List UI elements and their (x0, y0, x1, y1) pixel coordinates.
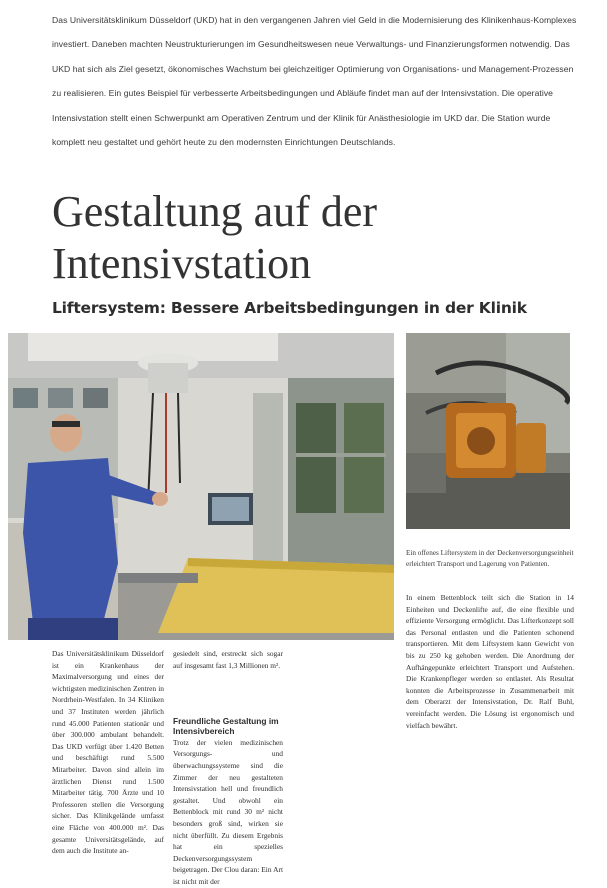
headline-line-2: Intensivstation (52, 239, 312, 288)
photo-caption: Ein offenes Liftersystem in der Deckenversorgungseinheit erleichtert Transport und Lagerung von Patienten. (406, 549, 574, 569)
article-column-3-text: In einem Bettenblock teilt sich die Station in 14 Einheiten und Deckenlifte auf, die eine flexible und effiziente Versorgung ermöglicht. Das Lifterkonzept soll das Personal entlasten und die Patienten schonend transportieren. Mit dem Liftsystem kann Gewicht von bis zu 250 kg gehoben werden. Die Anordnung der Aufhängepunkte erleichtert Transport und Aufstehen. Die Krankenpfleger werden so entlastet. Als Resultat konnten die Arbeitsprozesse in Zusammenarbeit mit dem Oberarzt der Intensivstation, Dr. Ralf Buhl, vereinfacht werden. Die Lösung ist ergonomisch und vielfach bewährt. (406, 593, 574, 730)
article-column-2-section (173, 716, 283, 888)
main-photo-illustration (8, 333, 394, 640)
article-column-2-text: gesiedelt sind, erstreckt sich sogar auf insgesamt fast 1,3 Millionen m². (173, 649, 283, 670)
article-column-2 (173, 648, 283, 671)
subheadline: Liftersystem: Bessere Arbeitsbedingungen in der Klinik (52, 299, 527, 317)
side-photo-illustration (406, 333, 570, 529)
section-text: Trotz der vielen medizinischen Versorgungs- und überwachungssysteme sind die Zimmer der neu gestalteten Intensivstation hell und freundlich gestaltet. Und obwohl ein Bettenblock mit rund 30 m² nicht besonders groß sind, wirken sie nicht überfüllt. Zu diesem Ergebnis hat ein spezielles Deckenversorgungssystem beigetragen. Der Clou daran: Ein Art ist nicht mit der (173, 737, 283, 886)
section-heading: Freundliche Gestaltung im Intensivbereich (173, 716, 279, 737)
article-column-1-text: Das Universitätsklinikum Düsseldorf ist ein Krankenhaus der Maximalversorgung und eines der wichtigsten medizinischen Zentren in Nordrhein-Westfalen. In 34 Kliniken und 37 Instituten werden jährlich rund 45.000 Patienten stationär und über 300.000 ambulant behandelt. Das UKD verfügt über 1.420 Betten und beschäftigt rund 5.500 Mitarbeiter. Davon sind allein im ärztlichen Dienst rund 1.500 Mitarbeiter tätig. 700 Ärzte und 10 Professoren stellen die Versorgung sicher. Das Klinikgelände umfasst eine Fläche von 400.000 m². Das gesamte Universitätsgelände, auf dem auch die Institute an- (52, 649, 164, 856)
article-column-3 (406, 592, 574, 731)
intro-paragraph: Das Universitätsklinikum Düsseldorf (UKD) hat in den vergangenen Jahren viel Geld in die Modernisierung des Klinikenhaus-Komplexes investiert. Daneben machten Neustrukturierungen im Gesundheitswesen neue Verwaltungs- und Finanzierungsformen notwendig. Das UKD hat sich als Ziel gesetzt, ökonomisches Wachstum bei gleichzeitiger Optimierung von Organisations- und Management-Prozessen zu realisieren. Ein gutes Beispiel für verbesserte Arbeitsbedingungen und Abläufe findet man auf der Intensivstation. Die operative Intensivstation stellt einen Schwerpunkt am Operativen Zentrum und der Klinik für Anästhesiologie im UKD dar. Die Station wurde komplett neu gestaltet und gehört heute zu den modernsten Einrichtungen Deutschlands. (52, 15, 577, 148)
side-photo (406, 333, 570, 529)
article-column-1 (52, 648, 164, 857)
headline-line-1: Gestaltung auf der (52, 187, 377, 236)
headline (52, 186, 592, 290)
main-photo (8, 333, 394, 640)
